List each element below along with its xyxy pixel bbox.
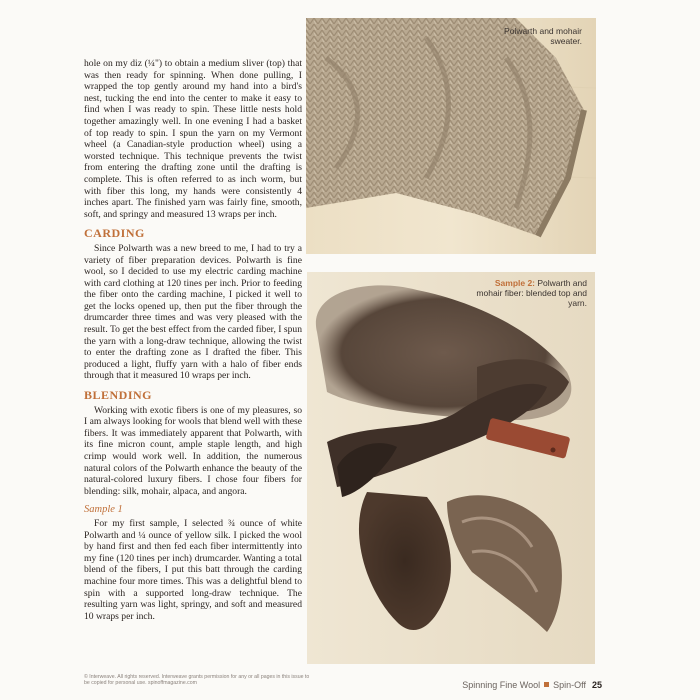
body-paragraph: Since Polwarth was a new breed to me, I had to try a variety of fiber preparation devices. Polwarth is fine wool, so I decided to use my electric carding machine with card clothing at 120 tines per inch. Prior to feeding the fiber onto the carding machine, I picked it well to get the locks opened up, then put the fiber through the drumcarder three times and was very pleased with the result. To get the best effect from the carded fiber, I spun the yarn with a long-draw technique, allowing the twist to enter the drafting zone as I drafted the fiber. This produced a light, fluffy yarn with a halo of fiber ends through that it measured 10 wraps per inch. — [84, 242, 302, 382]
photo-caption: Polwarth and mohair sweater. — [504, 26, 582, 46]
caption-text: Polwarth and mohair fiber: blended top and yarn. — [476, 278, 587, 308]
page-number: 25 — [591, 680, 602, 690]
separator-square-icon — [544, 682, 549, 687]
fiber-illustration — [307, 272, 595, 664]
subheading-sample-1: Sample 1 — [84, 504, 123, 516]
sweater-photo — [306, 18, 596, 254]
fiber-sample-photo — [307, 272, 595, 664]
copyright-notice: © Interweave. All rights reserved. Interweave grants permission for any or all pages in this issue to be copied for personal use. spinoffmagazine.com — [84, 674, 310, 687]
sweater-illustration — [306, 18, 596, 254]
article-column — [84, 58, 302, 622]
section-heading-blending: BLENDING — [84, 388, 153, 403]
running-title: Spinning Fine Wool — [462, 680, 541, 690]
body-paragraph: Working with exotic fibers is one of my pleasures, so I am always looking for wools that blend well with these fibers. It was immediately apparent that Polwarth, with its fine micron count, ample staple length, and high crimp would work well. In addition, the numerous natural colors of the Polwarth enhance the beauty of the natural-colored luxury fibers. I chose four fibers for blending: silk, mohair, alpaca, and angora. — [84, 404, 302, 497]
body-paragraph: hole on my diz (¼") to obtain a medium sliver (top) that was then ready for spinning. When done pulling, I wrapped the top gently around my hand into a bird's nest, tucking the end into the center to make it easy to find when I was ready to spin. These little nests hold together amazingly well. In one evening I had a basket of top ready to spin. I spun the yarn on my Vermont wheel (a Canadian-style production wheel) using a worsted technique. This technique prevents the twist from entering the drafting zone until the drafting is complete. This is often referred to as inch worm, but with fiber this long, my hands were consistently 4 inches apart. The finished yarn was fairly fine, smooth, soft, and springy and measured 13 wraps per inch. — [84, 58, 302, 220]
section-heading-carding: CARDING — [84, 226, 145, 241]
caption-label: Sample 2: — [494, 278, 536, 288]
photo-caption — [475, 278, 587, 308]
page-footer — [462, 680, 602, 690]
magazine-name: Spin-Off — [553, 680, 586, 690]
body-paragraph: For my first sample, I selected ¾ ounce of white Polwarth and ¼ ounce of yellow silk. I picked the wool by hand first and then fed each fiber intermittently into my fine (120 tines per inch) drumcarder. Wanting a total blend of the fibers, I put this batt through the carding machine four more times. This was a delightful blend to spin with a supported long-draw technique. The resulting yarn was light, springy, and soft and measured 10 wraps per inch. — [84, 517, 302, 622]
